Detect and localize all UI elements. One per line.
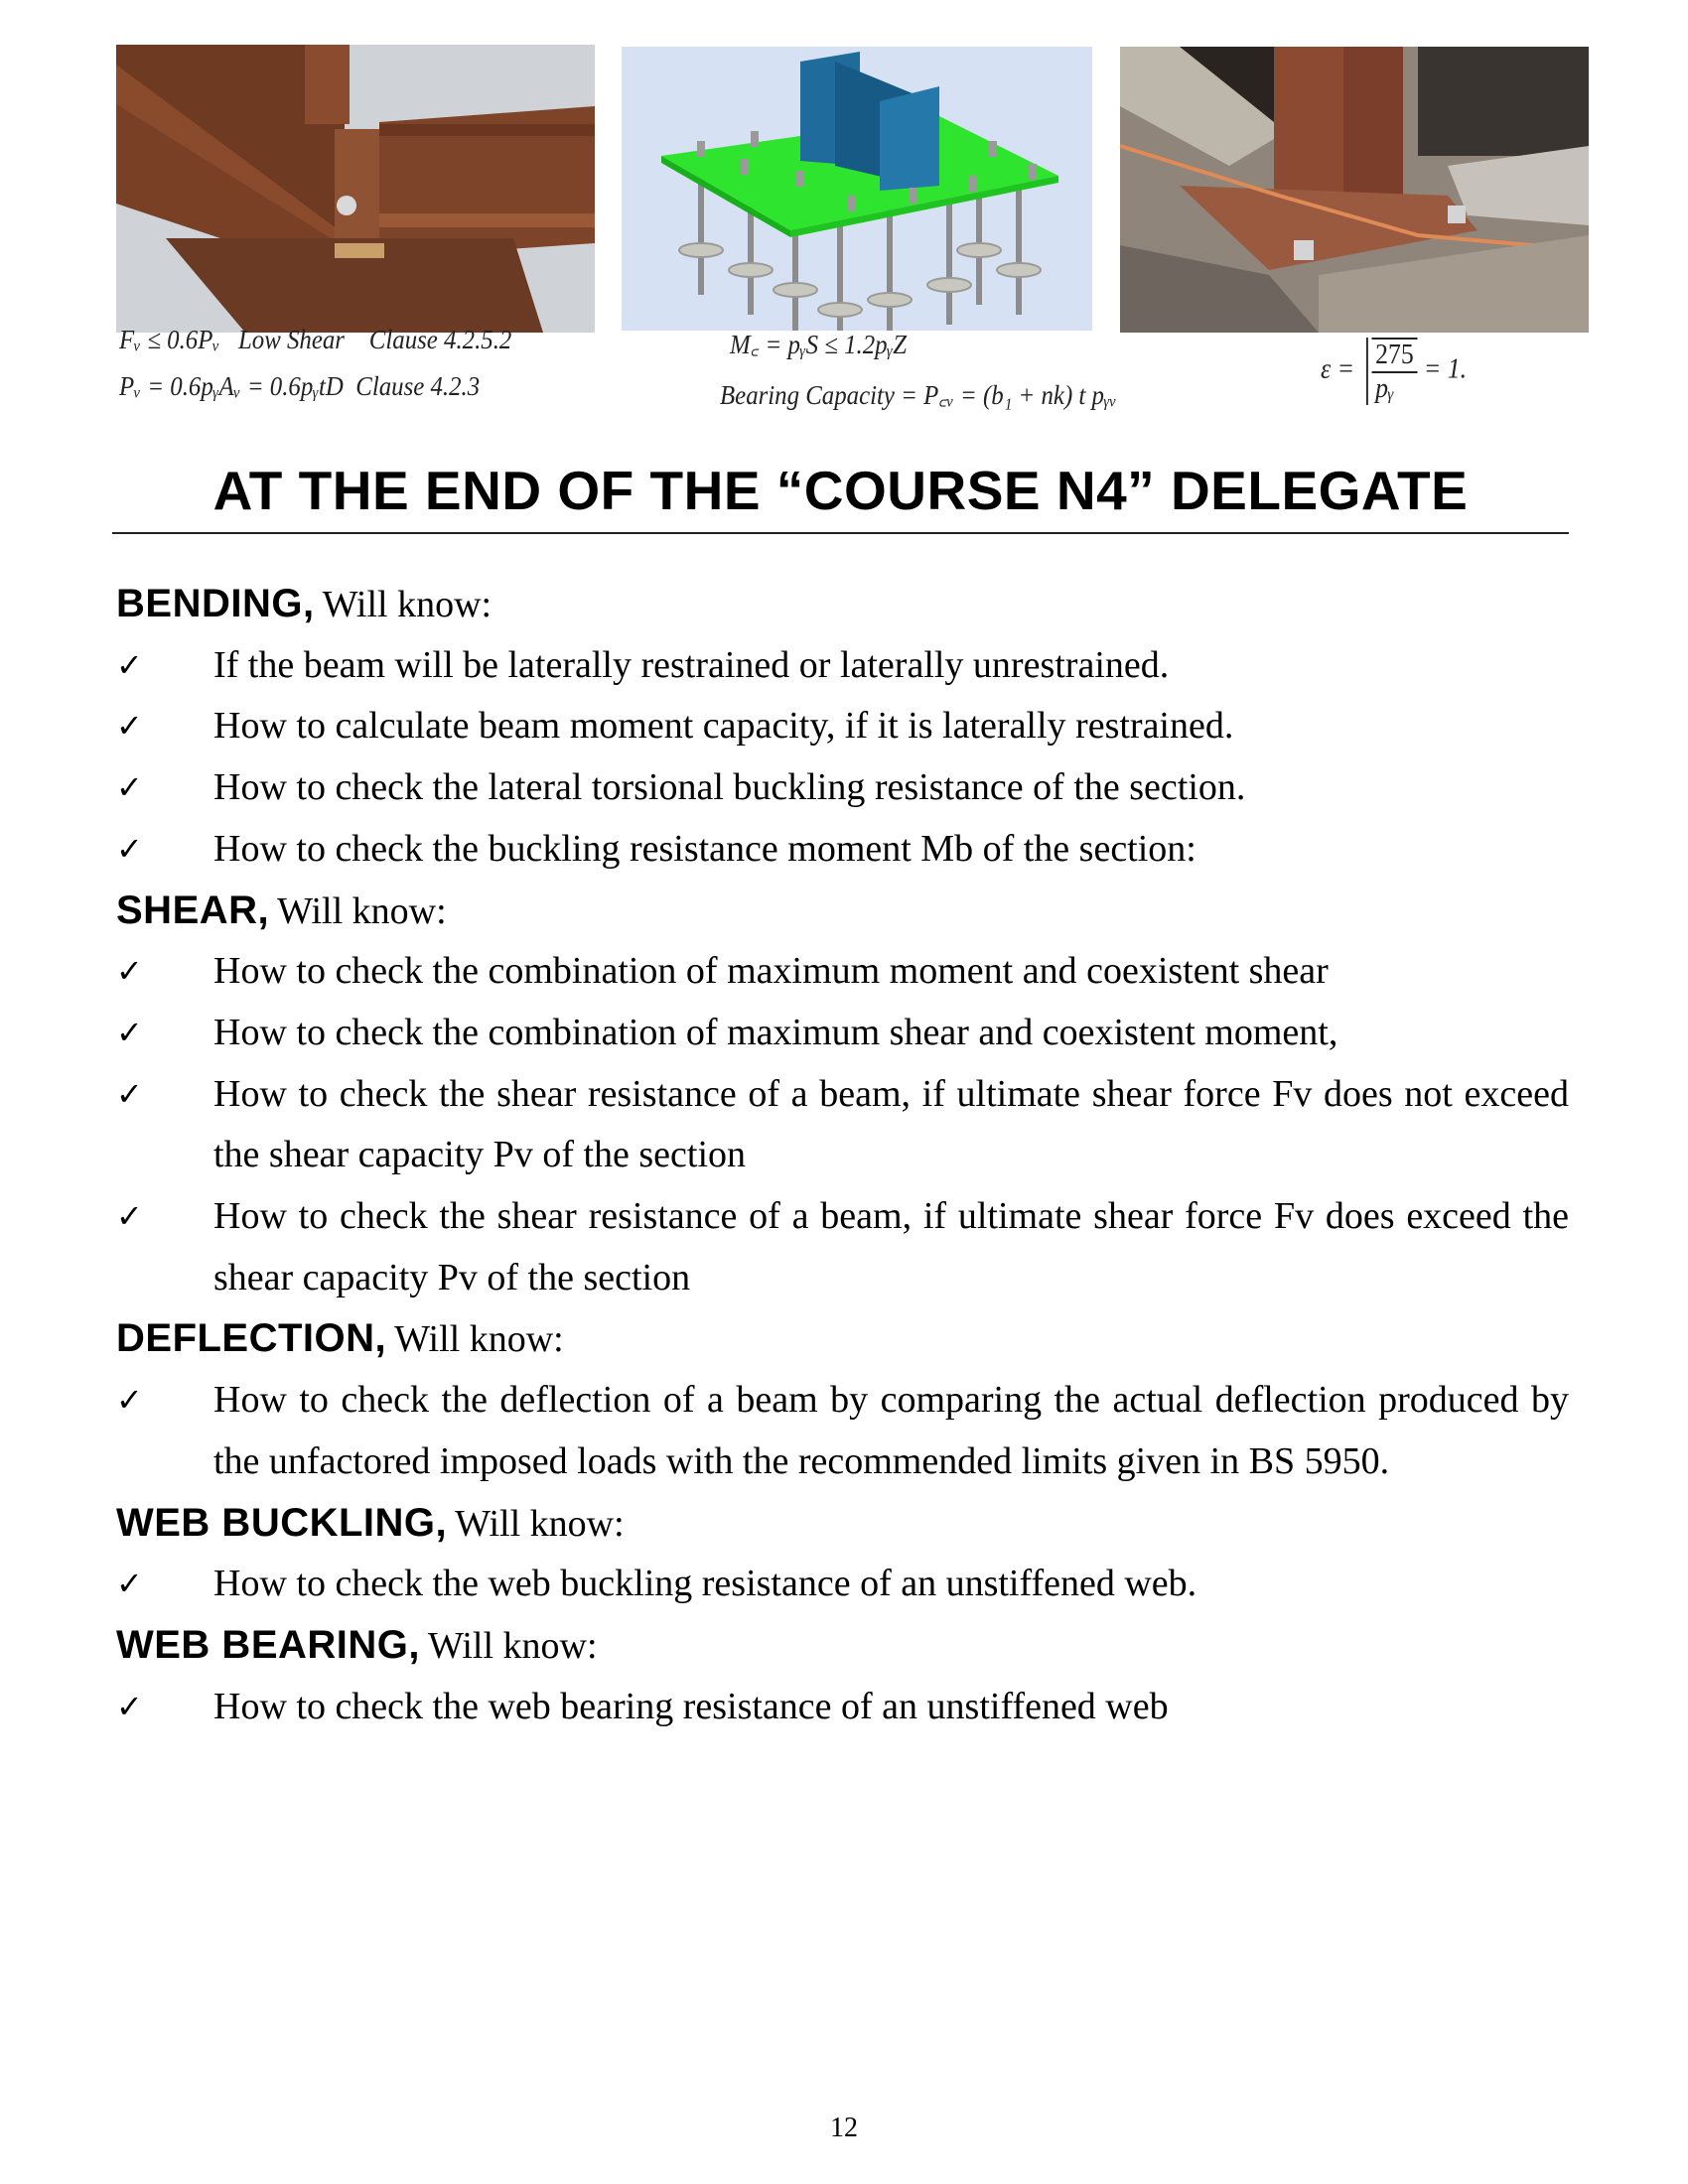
section-subtext: Will know: <box>428 1624 598 1667</box>
check-icon: ✓ <box>116 707 143 746</box>
section-heading <box>116 574 1569 635</box>
list-item-text: How to check the web bearing resistance of an unstiffened web <box>213 1685 1169 1727</box>
list-item <box>116 819 1569 881</box>
formula-bearing-capacity: Bearing Capacity = P꜀ᵥ = (b₁ + nk) t pᵧᵥ <box>720 380 1117 410</box>
check-icon: ✓ <box>116 1013 143 1051</box>
formula-shear-capacity <box>119 371 480 402</box>
section-label: WEB BEARING, <box>116 1622 420 1667</box>
list-item <box>116 1677 1569 1738</box>
formula-denominator: pᵧ <box>1375 373 1394 404</box>
list-item <box>116 696 1569 757</box>
check-icon: ✓ <box>116 1197 143 1235</box>
formula-pv: Pᵥ = 0.6pᵧAᵥ = 0.6pᵧtD <box>119 371 344 401</box>
page-title: AT THE END OF THE “COURSE N4” DELEGATE <box>212 460 1469 521</box>
section-subtext: Will know: <box>394 1318 564 1361</box>
list-item <box>116 1186 1569 1308</box>
list-item <box>116 1003 1569 1064</box>
section-subtext: Will know: <box>277 889 447 932</box>
section-heading <box>116 1493 1569 1555</box>
check-icon: ✓ <box>116 952 143 991</box>
formula-epsilon-lhs: ε = <box>1321 353 1354 385</box>
title-divider <box>112 532 1569 534</box>
list-item <box>116 941 1569 1003</box>
list-item-text: How to calculate beam moment capacity, if it is laterally restrained. <box>213 705 1234 748</box>
formula-clause-423: Clause 4.2.3 <box>355 371 481 401</box>
formula-low-shear <box>119 325 511 355</box>
learning-outcomes <box>116 574 1569 1737</box>
list-item <box>116 1554 1569 1615</box>
base-plate-diagram <box>622 47 1092 331</box>
section-label: DEFLECTION, <box>116 1316 387 1361</box>
list-item <box>116 1370 1569 1492</box>
formula-sqrt <box>1366 338 1418 405</box>
check-icon: ✓ <box>116 1565 143 1603</box>
formula-numerator: 275 <box>1371 338 1417 373</box>
section-web-bearing <box>116 1615 1569 1737</box>
check-icon: ✓ <box>116 1687 143 1725</box>
formula-moment-capacity: M꜀ = pᵧS ≤ 1.2pᵧZ <box>730 330 908 359</box>
list-item-text: How to check the shear resistance of a beam, if ultimate shear force Fv does not exceed the shear capacity Pv of the section <box>213 1072 1569 1176</box>
list-item-text: If the beam will be laterally restrained or laterally unrestrained. <box>213 643 1170 686</box>
list-item-text: How to check the buckling resistance moment Mb of the section: <box>213 827 1196 870</box>
section-label: SHEAR, <box>116 887 270 932</box>
list-item-text: How to check the shear resistance of a beam, if ultimate shear force Fv does exceed the shear capacity Pv of the section <box>213 1195 1569 1298</box>
section-deflection <box>116 1308 1569 1492</box>
list-item <box>116 635 1569 697</box>
formula-clause-4252: Clause 4.2.5.2 <box>368 325 512 354</box>
list-item-text: How to check the deflection of a beam by comparing the actual deflection produced by the unfactored imposed loads with the recommended limits given in BS 5950. <box>213 1379 1569 1482</box>
check-icon: ✓ <box>116 1074 143 1113</box>
list-item <box>116 757 1569 819</box>
section-heading <box>116 881 1569 942</box>
section-bending <box>116 574 1569 881</box>
list-item-text: How to check the lateral torsional buckling resistance of the section. <box>213 766 1246 809</box>
formula-epsilon <box>1321 338 1467 405</box>
section-web-buckling <box>116 1493 1569 1615</box>
column-base-photo <box>1120 47 1589 333</box>
section-heading <box>116 1615 1569 1677</box>
check-icon: ✓ <box>116 829 143 868</box>
beam-connection-photo <box>116 45 595 333</box>
list-item <box>116 1064 1569 1186</box>
section-label: BENDING, <box>116 582 315 625</box>
section-subtext: Will know: <box>322 584 492 625</box>
formula-low-shear-label: Low Shear <box>237 325 345 354</box>
section-shear <box>116 881 1569 1309</box>
section-subtext: Will know: <box>455 1502 625 1545</box>
section-heading <box>116 1308 1569 1370</box>
list-item-text: How to check the combination of maximum moment and coexistent shear <box>213 950 1329 993</box>
list-item-text: How to check the web buckling resistance of an unstiffened web. <box>213 1563 1197 1605</box>
check-icon: ✓ <box>116 645 143 684</box>
formula-epsilon-rhs: = 1. <box>1423 353 1468 385</box>
formula-fv-limit: Fᵥ ≤ 0.6Pᵥ <box>119 325 220 354</box>
section-label: WEB BUCKLING, <box>116 1500 448 1545</box>
check-icon: ✓ <box>116 768 143 807</box>
page-number: 12 <box>830 2113 858 2143</box>
check-icon: ✓ <box>116 1381 143 1420</box>
list-item-text: How to check the combination of maximum shear and coexistent moment, <box>213 1011 1338 1053</box>
